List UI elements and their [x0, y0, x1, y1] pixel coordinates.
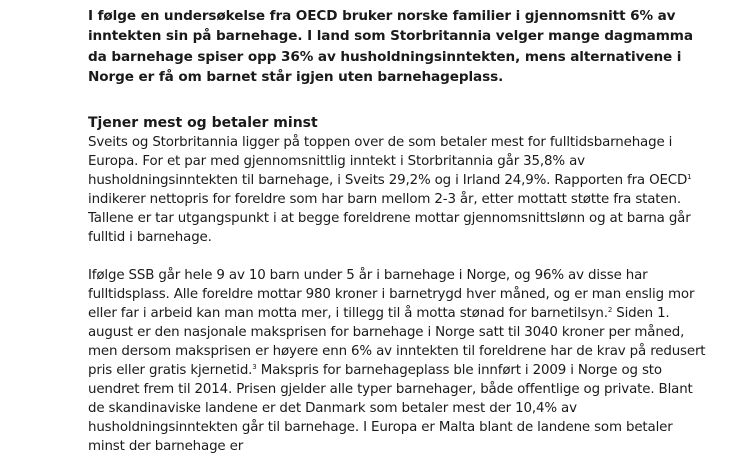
body-paragraph-1 — [88, 133, 708, 247]
footnote-ref-3: 3 — [252, 362, 257, 371]
paragraph-1-text-a: Sveits og Storbritannia ligger på toppen over de som betaler mest for fulltidsbarnehage i Europa. For et par med gjennomsnittlig inntekt i Storbritannia går 35,8% av husholdningsinntekten til barnehage, i Sveits 29,2% og i Irland 24,9%. Rapporten fra OECD — [88, 134, 688, 188]
body-paragraph-2 — [88, 266, 708, 456]
lead-paragraph: I følge en undersøkelse fra OECD bruker norske familier i gjennomsnitt 6% av inntekten sin på barnehage. I land som Storbritannia velger mange dagmamma da barnehage spiser opp 36% av husholdningsinntekten, mens alternativene i Norge er få om barnet står igjen uten barnehageplass. — [88, 8, 693, 86]
paragraph-2-text-b: Siden 1. august er den nasjonale maksprisen for barnehage i Norge satt til 3040 kroner per måned, men dersom maksprisen er høyere enn 6% av inntekten til foreldrene har de krav på redusert pris eller gratis kjernetid. — [88, 305, 706, 378]
paragraph-2-text-a: Ifølge SSB går hele 9 av 10 barn under 5 år i barnehage i Norge, og 96% av disse har fulltidsplass. Alle foreldre mottar 980 kroner i barnetrygd hver måned, og er man enslig mor eller far i arbeid kan man motta mer, i tillegg til å motta stønad for barnetilsyn. — [88, 267, 695, 321]
document-page — [88, 0, 708, 456]
paragraph-2-text-c: Makspris for barnehageplass ble innført i 2009 i Norge og sto uendret frem til 2014. Prisen gjelder alle typer barnehager, både offentlige og private. Blant de skandinaviske landene er det Danmark som betaler mest der 10,4% av husholdningsinntekten går til barnehage. I Europa er Malta blant de landene som betaler minst der barnehage er — [88, 362, 693, 454]
footnote-ref-2: 2 — [607, 305, 613, 314]
paragraph-1-text-b: indikerer nettopris for foreldre som har barn mellom 2-3 år, etter mottatt støtte fra staten. Tallene er tar utgangspunkt i at begge foreldrene mottar gjennomsnittslønn og at barna går fulltid i barnehage. — [88, 191, 691, 245]
section-heading: Tjener mest og betaler minst — [88, 114, 318, 131]
footnote-ref-1: 1 — [687, 172, 692, 181]
